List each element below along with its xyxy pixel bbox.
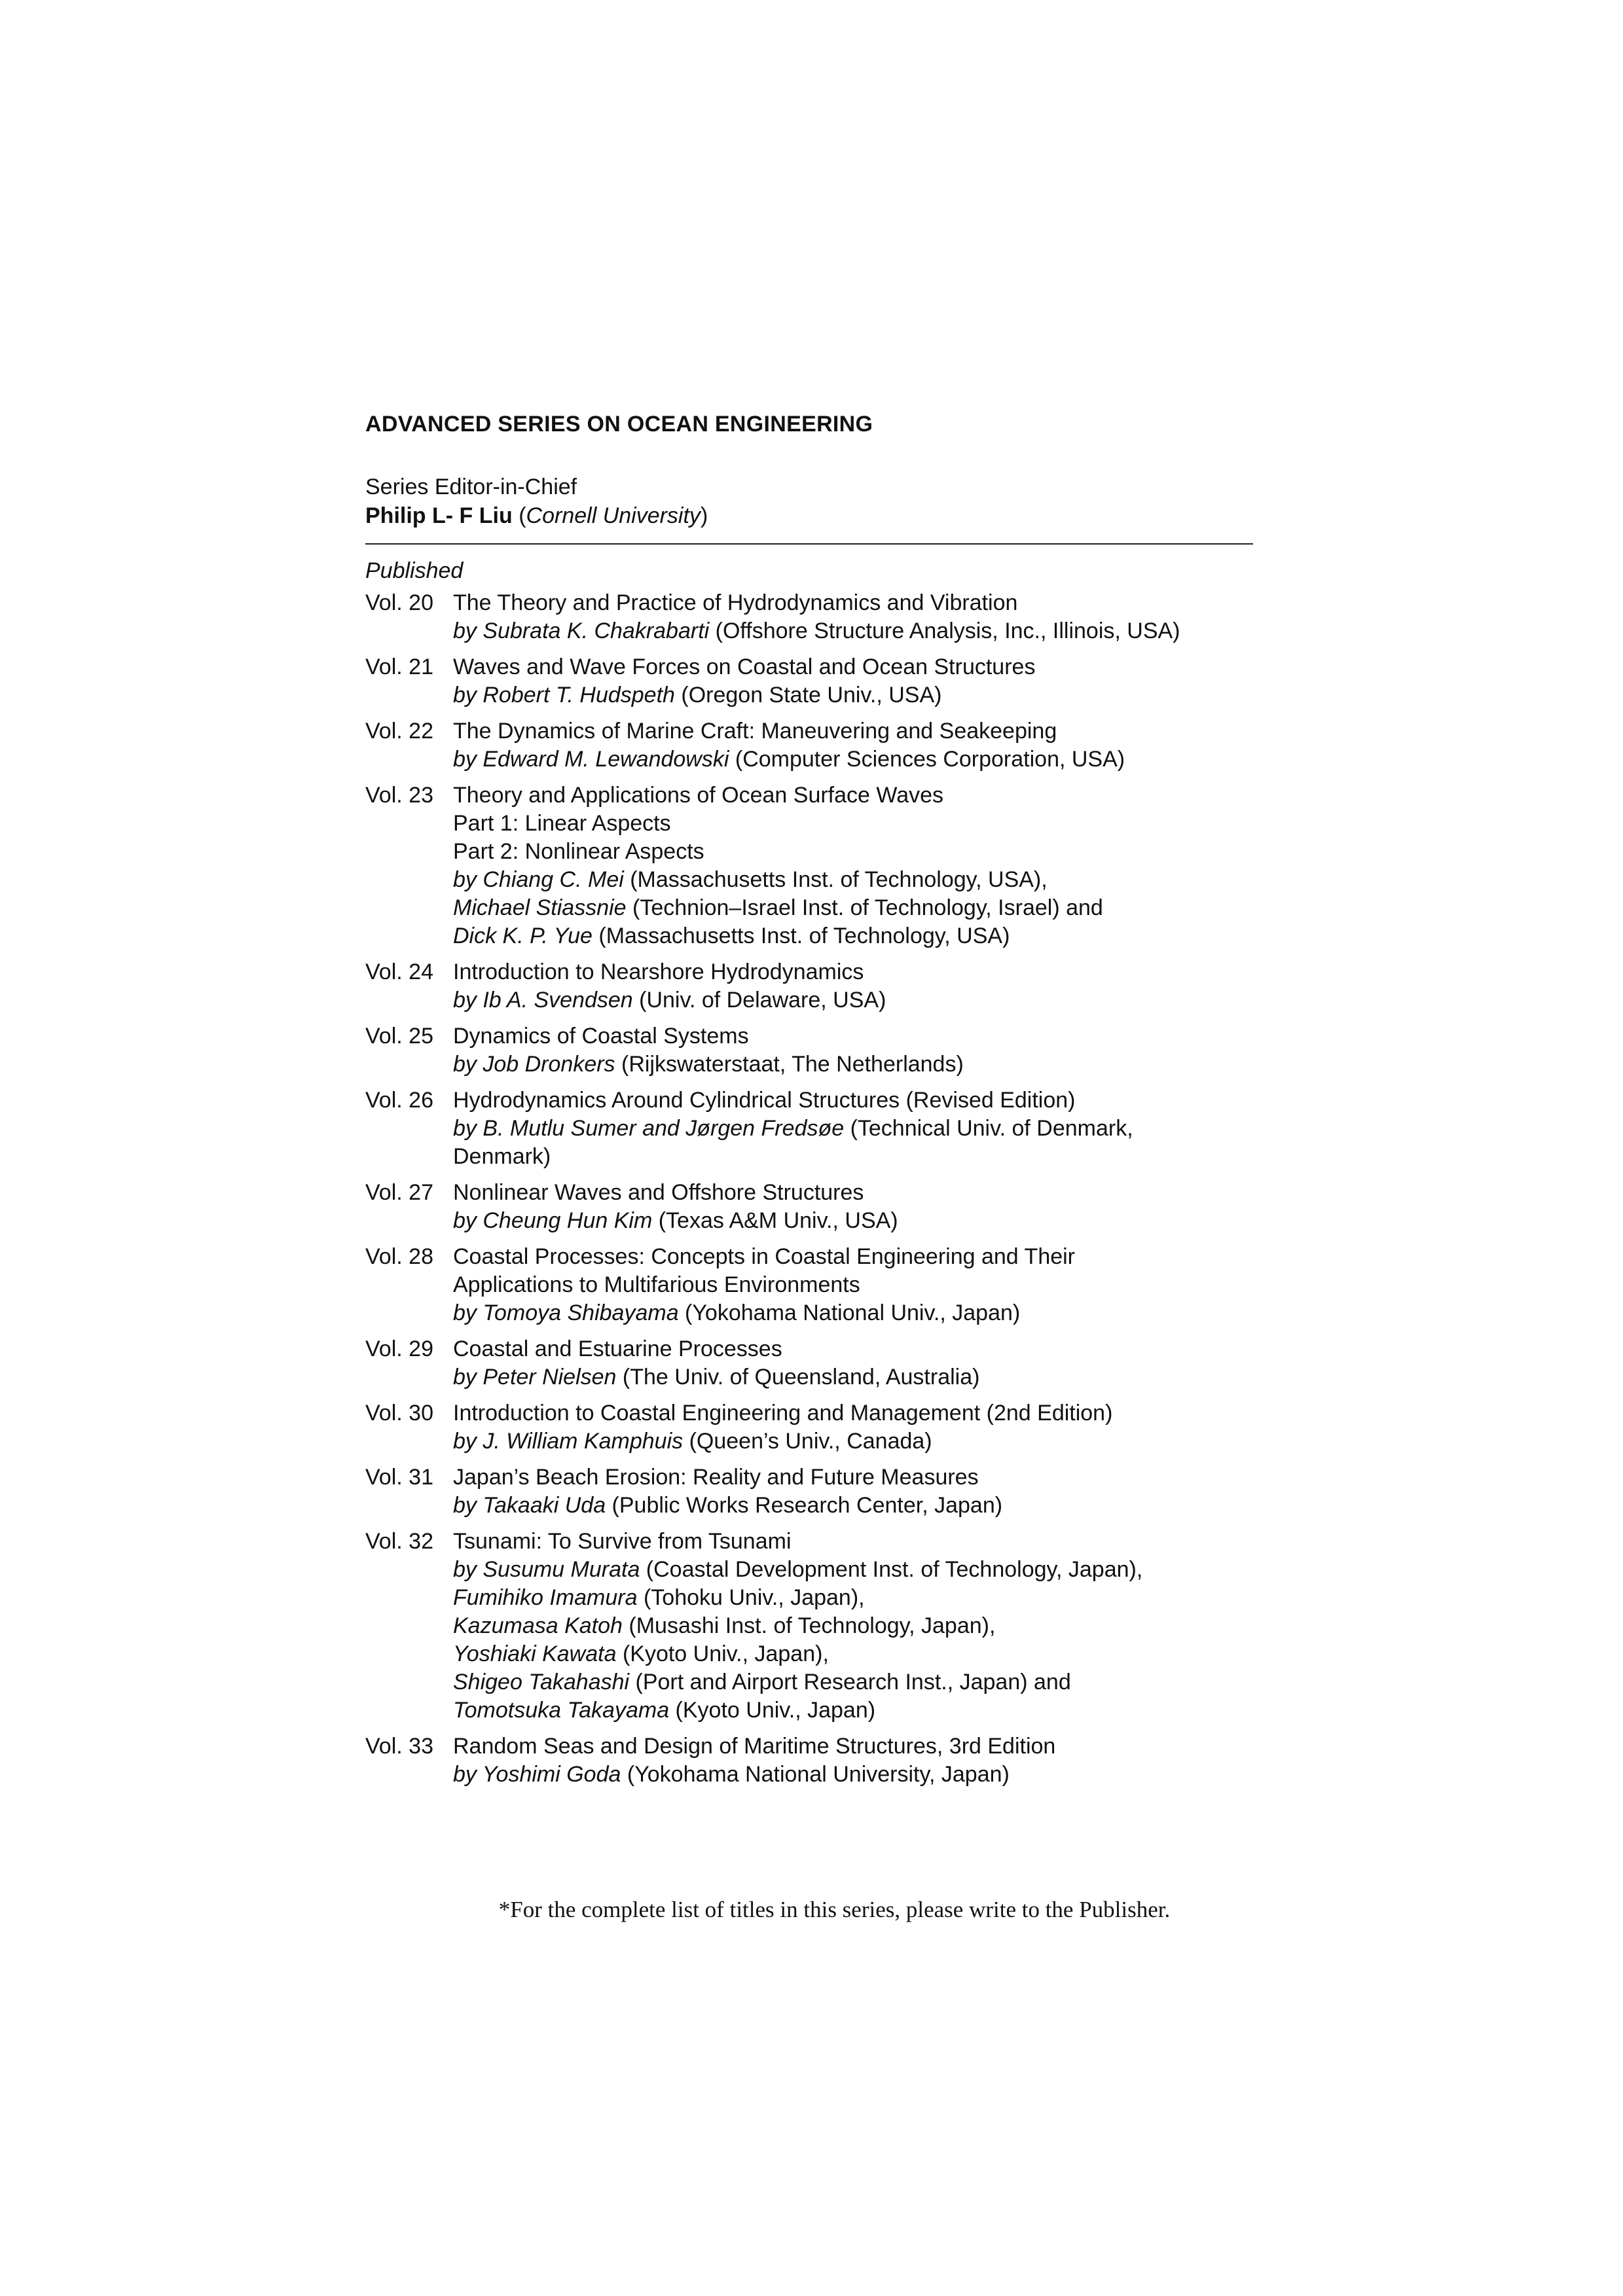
volume-credit-line xyxy=(453,1668,1253,1696)
volume-number: Vol. 33 xyxy=(365,1734,433,1759)
volume-details xyxy=(453,1335,1253,1391)
author-affiliation: (Coastal Development Inst. of Technology, Japan), xyxy=(640,1557,1143,1582)
divider-rule xyxy=(365,543,1253,545)
volume-number: Vol. 24 xyxy=(365,960,433,984)
author-names: Michael Stiassnie xyxy=(453,895,627,920)
volume-entry xyxy=(365,589,1253,645)
author-affiliation: (Massachusetts Inst. of Technology, USA), xyxy=(623,867,1048,892)
volume-credit-line xyxy=(453,1640,1253,1668)
volume-credit-line xyxy=(453,1143,1253,1171)
author-names: by Peter Nielsen xyxy=(453,1365,617,1390)
volume-number: Vol. 31 xyxy=(365,1465,433,1490)
volume-entry xyxy=(365,653,1253,709)
author-names: by Yoshimi Goda xyxy=(453,1762,621,1787)
volume-title-line: Introduction to Nearshore Hydrodynamics xyxy=(453,960,864,984)
volume-number: Vol. 26 xyxy=(365,1088,433,1113)
volume-credit-line xyxy=(453,1427,1253,1456)
volume-entry xyxy=(365,1243,1253,1327)
volume-number: Vol. 25 xyxy=(365,1024,433,1049)
author-names: by Tomoya Shibayama xyxy=(453,1300,679,1325)
series-editor xyxy=(365,473,1253,530)
volume-entry xyxy=(365,1732,1253,1789)
author-affiliation: (Musashi Inst. of Technology, Japan), xyxy=(622,1613,996,1638)
volume-details xyxy=(453,958,1253,1014)
author-affiliation: (Texas A&M Univ., USA) xyxy=(652,1208,898,1233)
volume-title-line: Nonlinear Waves and Offshore Structures xyxy=(453,1180,864,1205)
author-affiliation: (Kyoto Univ., Japan) xyxy=(669,1698,876,1723)
volume-number: Vol. 29 xyxy=(365,1336,433,1361)
author-affiliation: (Offshore Structure Analysis, Inc., Illinois, USA) xyxy=(709,619,1180,643)
volume-number: Vol. 21 xyxy=(365,655,433,679)
volume-entry xyxy=(365,717,1253,774)
volume-details xyxy=(453,1243,1253,1327)
volume-entry xyxy=(365,1528,1253,1725)
volume-credit-line xyxy=(453,1050,1253,1079)
author-affiliation: (Rijkswaterstaat, The Netherlands) xyxy=(615,1052,964,1077)
volume-number: Vol. 23 xyxy=(365,783,433,808)
author-names: Tomotsuka Takayama xyxy=(453,1698,670,1723)
volume-credit-line xyxy=(453,1492,1253,1520)
volume-credit-line xyxy=(453,1207,1253,1235)
author-names: by Robert T. Hudspeth xyxy=(453,683,675,708)
volume-details xyxy=(453,1528,1253,1725)
editor-close-paren: ) xyxy=(700,503,708,528)
volume-number: Vol. 30 xyxy=(365,1401,433,1426)
volume-title-line: Coastal Processes: Concepts in Coastal Engineering and Their xyxy=(453,1244,1076,1269)
author-affiliation: (Queen’s Univ., Canada) xyxy=(683,1429,932,1454)
author-affiliation: (Computer Sciences Corporation, USA) xyxy=(729,747,1125,772)
volume-title-line: Coastal and Estuarine Processes xyxy=(453,1336,782,1361)
volume-credit-line xyxy=(453,617,1253,645)
author-names: by Susumu Murata xyxy=(453,1557,640,1582)
volume-details xyxy=(453,1179,1253,1235)
volume-entry xyxy=(365,1463,1253,1520)
volume-credit-line xyxy=(453,922,1253,950)
volume-title-line: Dynamics of Coastal Systems xyxy=(453,1024,749,1049)
volume-title-line: Part 1: Linear Aspects xyxy=(453,811,671,836)
series-list-block xyxy=(365,411,1253,1797)
editor-open-paren: ( xyxy=(512,503,526,528)
volume-entry xyxy=(365,958,1253,1014)
author-names: by Ib A. Svendsen xyxy=(453,988,633,1013)
author-affiliation: (Yokohama National Univ., Japan) xyxy=(678,1300,1021,1325)
volume-credit-line xyxy=(453,1761,1253,1789)
volume-entry xyxy=(365,781,1253,950)
author-names: Dick K. P. Yue xyxy=(453,924,593,948)
volume-title-line: The Dynamics of Marine Craft: Maneuvering and Seakeeping xyxy=(453,719,1057,744)
series-title: ADVANCED SERIES ON OCEAN ENGINEERING xyxy=(365,412,873,437)
author-affiliation: (The Univ. of Queensland, Australia) xyxy=(616,1365,980,1390)
volume-title-line: Theory and Applications of Ocean Surface Waves xyxy=(453,783,944,808)
volume-title-line: Introduction to Coastal Engineering and Management (2nd Edition) xyxy=(453,1401,1113,1426)
volume-title-line: Hydrodynamics Around Cylindrical Structures (Revised Edition) xyxy=(453,1088,1076,1113)
volume-entry xyxy=(365,1086,1253,1171)
editor-affiliation: Cornell University xyxy=(526,503,701,528)
volume-number: Vol. 32 xyxy=(365,1529,433,1554)
volume-title-line: Applications to Multifarious Environments xyxy=(453,1272,860,1297)
author-affiliation: Denmark) xyxy=(453,1144,551,1169)
volume-number: Vol. 28 xyxy=(365,1244,433,1269)
volume-credit-line xyxy=(453,1696,1253,1725)
volume-number: Vol. 22 xyxy=(365,719,433,744)
author-affiliation: (Univ. of Delaware, USA) xyxy=(632,988,886,1013)
volume-title-line: The Theory and Practice of Hydrodynamics and Vibration xyxy=(453,590,1018,615)
footnote: *For the complete list of titles in this series, please write to the Publisher. xyxy=(498,1897,1171,1922)
volume-credit-line xyxy=(453,1363,1253,1391)
author-names: Yoshiaki Kawata xyxy=(453,1641,617,1666)
author-affiliation: (Technical Univ. of Denmark, xyxy=(844,1116,1133,1141)
volume-details xyxy=(453,653,1253,709)
volume-details xyxy=(453,1732,1253,1789)
volume-entry xyxy=(365,1399,1253,1456)
author-affiliation: (Yokohama National University, Japan) xyxy=(621,1762,1010,1787)
volume-details xyxy=(453,1399,1253,1456)
published-heading: Published xyxy=(365,558,464,583)
author-names: by J. William Kamphuis xyxy=(453,1429,684,1454)
volume-credit-line xyxy=(453,1299,1253,1327)
volume-details xyxy=(453,781,1253,950)
volume-details xyxy=(453,1463,1253,1520)
author-names: by Cheung Hun Kim xyxy=(453,1208,653,1233)
volume-credit-line xyxy=(453,986,1253,1014)
volume-number: Vol. 27 xyxy=(365,1180,433,1205)
author-names: by Takaaki Uda xyxy=(453,1493,606,1518)
volume-entry xyxy=(365,1022,1253,1079)
volume-details xyxy=(453,717,1253,774)
author-affiliation: (Kyoto Univ., Japan), xyxy=(616,1641,829,1666)
volume-details xyxy=(453,589,1253,645)
volume-title-line: Random Seas and Design of Maritime Structures, 3rd Edition xyxy=(453,1734,1056,1759)
author-names: by Chiang C. Mei xyxy=(453,867,624,892)
author-names: by Job Dronkers xyxy=(453,1052,615,1077)
volume-title-line: Tsunami: To Survive from Tsunami xyxy=(453,1529,792,1554)
author-affiliation: (Port and Airport Research Inst., Japan) and xyxy=(629,1670,1071,1695)
author-affiliation: (Tohoku Univ., Japan), xyxy=(637,1585,865,1610)
author-names: Shigeo Takahashi xyxy=(453,1670,630,1695)
author-names: by Edward M. Lewandowski xyxy=(453,747,729,772)
volume-details xyxy=(453,1086,1253,1171)
volume-credit-line xyxy=(453,1115,1253,1143)
editor-line xyxy=(365,501,1253,530)
volume-title-line: Waves and Wave Forces on Coastal and Ocean Structures xyxy=(453,655,1036,679)
volume-list xyxy=(365,589,1253,1789)
author-affiliation: (Massachusetts Inst. of Technology, USA) xyxy=(592,924,1010,948)
volume-credit-line xyxy=(453,866,1253,894)
author-names: by Subrata K. Chakrabarti xyxy=(453,619,710,643)
volume-credit-line xyxy=(453,745,1253,774)
author-names: by B. Mutlu Sumer and Jørgen Fredsøe xyxy=(453,1116,845,1141)
volume-credit-line xyxy=(453,681,1253,709)
volume-details xyxy=(453,1022,1253,1079)
volume-entry xyxy=(365,1179,1253,1235)
author-names: Kazumasa Katoh xyxy=(453,1613,623,1638)
editor-label: Series Editor-in-Chief xyxy=(365,475,577,499)
author-names: Fumihiko Imamura xyxy=(453,1585,638,1610)
editor-name: Philip L- F Liu xyxy=(365,503,513,528)
author-affiliation: (Public Works Research Center, Japan) xyxy=(606,1493,1003,1518)
volume-credit-line xyxy=(453,894,1253,922)
volume-credit-line xyxy=(453,1584,1253,1612)
volume-title-line: Japan’s Beach Erosion: Reality and Future Measures xyxy=(453,1465,979,1490)
volume-number: Vol. 20 xyxy=(365,590,433,615)
volume-entry xyxy=(365,1335,1253,1391)
volume-credit-line xyxy=(453,1612,1253,1640)
volume-credit-line xyxy=(453,1556,1253,1584)
volume-title-line: Part 2: Nonlinear Aspects xyxy=(453,839,704,864)
author-affiliation: (Technion–Israel Inst. of Technology, Israel) and xyxy=(626,895,1103,920)
author-affiliation: (Oregon State Univ., USA) xyxy=(674,683,942,708)
